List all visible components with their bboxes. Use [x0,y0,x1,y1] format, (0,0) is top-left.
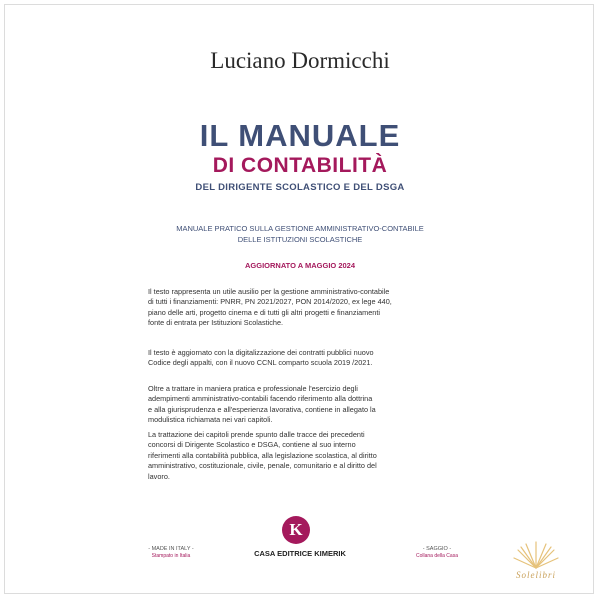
blurb-line: Il testo è aggiornato con la digitalizzazione dei contratti pubblici nuovo [148,348,374,357]
blurb-line: lavoro. [148,471,170,481]
blurb-line: di tutti i finanziamenti: PNRR, PN 2021/2027, PON 2014/2020, ex lege 440, [148,297,392,307]
blurb-paragraph-4 [148,430,454,482]
blurb-line: amministrativo, costituzionale, civile, penale, comunitario e al diritto del [148,461,377,471]
blurb-line: concorsi di Dirigente Scolastico e DSGA, contiene al suo interno [148,440,356,450]
made-in-text: - MADE IN ITALY - [148,546,194,552]
genre-label [402,546,472,560]
publisher-name: CASA EDITRICE KIMERIK [254,549,346,558]
genre-text: - SAGGIO - [422,546,452,552]
blurb-line: adempimenti amministrativo-contabili facendo riferimento alla dottrina [148,394,373,404]
watermark-logo-text: Solelibri [516,570,556,580]
book-title: IL MANUALE [199,118,401,153]
publisher-logo-icon: K [282,516,310,544]
blurb-line: Il testo rappresenta un utile ausilio per la gestione amministrativo-contabile [148,287,390,296]
blurb-line: modulistica richiamata nei vari capitoli. [148,415,273,425]
book-subtitle-secondary: DEL DIRIGENTE SCOLASTICO E DEL DSGA [195,182,405,193]
blurb-paragraph-2 [148,348,454,369]
blurb-line: La trattazione dei capitoli prende spunto dalle tracce dei precedenti [148,430,365,439]
blurb-paragraph-1 [148,287,454,329]
author-name: Luciano Dormicchi [210,48,390,73]
blurb-line: e alla giurisprudenza e all'esperienza lavorativa, contiene in allegato la [148,404,376,414]
made-in-subtext: Stampato in Italia [151,553,191,559]
blurb-line: piano delle arti, progetto cinema e di tutti gli altri progetti e finanziamenti [148,307,381,317]
blurb-line: Codice degli appalti, con il nuovo CCNL comparto scuola 2019 /2021. [148,358,373,368]
blurb-line: Oltre a trattare in maniera pratica e professionale l'esercizio degli [148,384,358,393]
blurb-line: riferimenti alla contabilità pubblica, alla legislazione scolastica, al diritto [148,450,377,460]
genre-subtext: Collana della Casa [416,553,458,559]
blurb-line: fonte di entrata per Istituzioni Scolastiche. [148,318,284,328]
description-line: DELLE ISTITUZIONI SCOLASTICHE [237,235,363,244]
sun-logo-icon [512,538,560,570]
description-line: MANUALE PRATICO SULLA GESTIONE AMMINISTRATIVO-CONTABILE [176,224,424,233]
update-note: AGGIORNATO A MAGGIO 2024 [244,261,356,270]
book-cover [118,10,482,576]
book-description [118,223,482,245]
blurb-paragraph-3 [148,384,454,426]
book-subtitle: DI CONTABILITÀ [212,154,388,177]
